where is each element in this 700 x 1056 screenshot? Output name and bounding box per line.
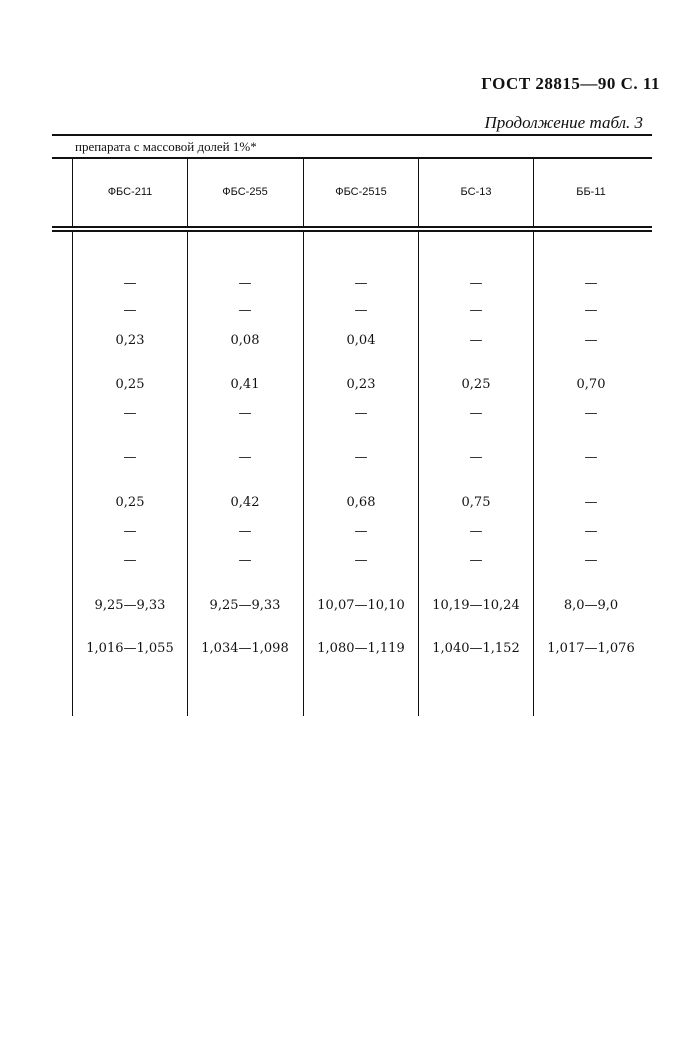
table-cell: —	[584, 406, 598, 421]
table-cell: —	[584, 303, 598, 318]
table-cell: —	[238, 524, 252, 539]
table-cell: 1,080—1,119	[317, 641, 405, 656]
table-cell: —	[123, 303, 137, 318]
table-cell: —	[123, 450, 137, 465]
table-cell: 0,70	[576, 377, 606, 392]
table-cell: —	[354, 276, 368, 291]
table-cell: —	[238, 303, 252, 318]
table-cell: 0,23	[115, 333, 145, 348]
table-cell: 0,41	[230, 377, 260, 392]
column-header: ФБС-255	[222, 186, 268, 198]
table-cell: —	[469, 333, 483, 348]
header-rule	[52, 157, 652, 159]
table-cell: 1,040—1,152	[432, 641, 520, 656]
table-cell: 10,07—10,10	[317, 598, 405, 613]
table-cell: —	[238, 450, 252, 465]
table-cell: 0,23	[346, 377, 376, 392]
table-cell: —	[584, 333, 598, 348]
table-cell: —	[238, 276, 252, 291]
table-cell: —	[123, 406, 137, 421]
table-cell: —	[584, 495, 598, 510]
table-cell: —	[469, 276, 483, 291]
top-rule	[52, 134, 652, 136]
table-cell: —	[238, 553, 252, 568]
table-caption: Продолжение табл. 3	[484, 113, 643, 132]
table-cell: 9,25—9,33	[94, 598, 166, 613]
column-header: ФБС-211	[107, 186, 153, 198]
table-cell: —	[123, 553, 137, 568]
table-cell: 10,19—10,24	[432, 598, 520, 613]
table-cell: —	[238, 406, 252, 421]
table-cell: —	[469, 406, 483, 421]
table-cell: —	[469, 303, 483, 318]
table-cell: 8,0—9,0	[563, 598, 619, 613]
table-cell: 0,08	[230, 333, 260, 348]
table-cell: 0,25	[115, 495, 145, 510]
header-double-rule	[52, 226, 652, 228]
table-cell: 0,25	[461, 377, 491, 392]
header-double-rule	[52, 230, 652, 232]
column-header: ФБС-2515	[335, 186, 387, 198]
column-header: БС-13	[460, 186, 492, 198]
table-cell: —	[123, 276, 137, 291]
table-cell: 9,25—9,33	[209, 598, 281, 613]
table-cell: —	[584, 276, 598, 291]
table-cell: 0,42	[230, 495, 260, 510]
group-label: препарата с массовой долей 1%*	[75, 139, 257, 154]
table-cell: —	[354, 406, 368, 421]
table-cell: —	[123, 524, 137, 539]
table-cell: 1,034—1,098	[201, 641, 289, 656]
table-cell: 0,25	[115, 377, 145, 392]
table-cell: —	[354, 303, 368, 318]
table-cell: —	[354, 524, 368, 539]
table-cell: 1,016—1,055	[86, 641, 174, 656]
table-cell: —	[584, 450, 598, 465]
table-cell: 0,04	[346, 333, 376, 348]
table-cell: —	[354, 450, 368, 465]
table-cell: —	[469, 553, 483, 568]
table-cell: 0,75	[461, 495, 491, 510]
table-cell: —	[469, 450, 483, 465]
page-header: ГОСТ 28815—90 С. 11	[481, 74, 660, 93]
table-cell: —	[469, 524, 483, 539]
table-cell: 1,017—1,076	[547, 641, 635, 656]
column-header: ББ-11	[576, 186, 606, 198]
table-cell: 0,68	[346, 495, 376, 510]
table-cell: —	[584, 524, 598, 539]
table-cell: —	[584, 553, 598, 568]
table-cell: —	[354, 553, 368, 568]
